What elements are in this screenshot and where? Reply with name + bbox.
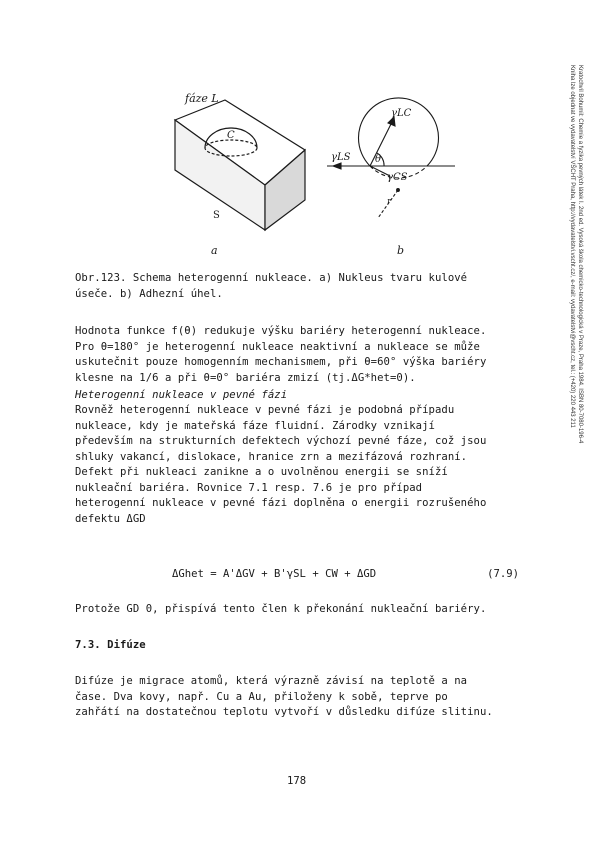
equation-7-9 [75,568,527,586]
text-line: Defekt při nukleaci zanikne a o uvolněnou energii se sníží [75,466,448,478]
phase-L-label: fáze L [185,92,219,105]
text-line: Rovněž heterogenní nukleace v pevné fázi je podobná případu [75,404,455,416]
gamma-cs-label: γCS [387,172,408,183]
paragraph-diffusion [75,674,527,721]
nucleus-C-label: C [227,130,235,141]
text-line: heterogenní nukleace v pevné fázi doplněna o energii rozrušeného [75,497,487,509]
text-line: klesne na 1/6 a při θ=0° bariéra zmizí (tj.ΔG*het=0). [75,371,416,384]
paragraph-function [75,324,527,386]
side-citation [548,65,584,595]
caption-line: úseče. b) Adhezní úhel. [75,287,223,300]
radius-label: r [387,197,392,207]
citation-line: Kratochvíl Bohumil: Chemie a fyzika pevných látek I. 2nd ed. Vysoká škola chemicko-technologická v Praze, Praha 1984. ISBN 80-7080-196-4 [577,65,583,444]
text-line: především na strukturních defektech výchozí pevné fáze, což jsou [75,435,487,447]
nucleation-figure [165,90,465,265]
text-line: Pro θ=180° je heterogenní nukleace neaktivní a nukleace se může [75,340,480,353]
nucleation-diagram [165,90,465,265]
text-line: nukleační bariéra. Rovnice 7.1 resp. 7.6 je pro případ [75,481,423,494]
gamma-ls-arrowhead [333,163,341,169]
paragraph-defect-energy [75,602,527,618]
part-b-label: b [397,244,405,257]
gamma-lc-label: γLC [391,108,412,119]
text-line: uskutečnit pouze homogenním mechanismem, při θ=60° výška bariéry [75,356,487,368]
center-dot [397,189,400,192]
part-a-label: a [211,244,218,257]
caption-line: Obr.123. Schema heterogenní nukleace. a) Nukleus tvaru kulové [75,272,468,284]
text-line: defektu ΔGD [75,512,146,525]
section-heading: 7.3. Difúze [75,639,146,651]
equation-body: ΔGhet = A'ΔGV + B'γSL + CW + ΔGD [172,568,377,580]
theta-label: θ [375,154,382,165]
subheading-solid-nucleation: Heterogenní nukleace v pevné fázi [75,389,288,401]
block-a [175,100,305,230]
solid-S-label: S [213,210,220,221]
page-number: 178 [287,775,307,787]
gamma-lc-vector [370,120,393,166]
equation-number: (7.9) [487,568,519,580]
text-line: Difúze je migrace atomů, která výrazně závisí na teplotě a na [75,675,468,687]
text-line: Protože GD 0, přispívá tento člen k překonání nukleační bariéry. [75,603,487,615]
text-line: zahřátí na dostatečnou teplotu vytvoří v důsledku difúze slitinu. [75,706,493,718]
text-line: Hodnota funkce f(θ) redukuje výšku bariéry heterogenní nukleace. [75,325,487,337]
paragraph-solid-nucleation [75,403,527,527]
block-side [265,150,305,230]
text-line: nukleace, kdy je mateřská fáze fluidní. Zárodky vznikají [75,419,435,432]
figure-caption [75,271,527,302]
gamma-ls-label: γLS [331,152,351,163]
text-line: čase. Dva kovy, např. Cu a Au, přiloženy k sobě, teprve po [75,690,448,703]
text-line: shluky vakancí, dislokace, hranice zrn a mezifázová rozhraní. [75,450,468,463]
citation-line: Kniha lze objednat ve vydavatelství VŠCHT Praha, http://vydavatelstvi.vscht.cz/, e-mail: vydavatelstvi@vscht.cz, tel.: (+420) 220 443 211 [569,65,575,428]
